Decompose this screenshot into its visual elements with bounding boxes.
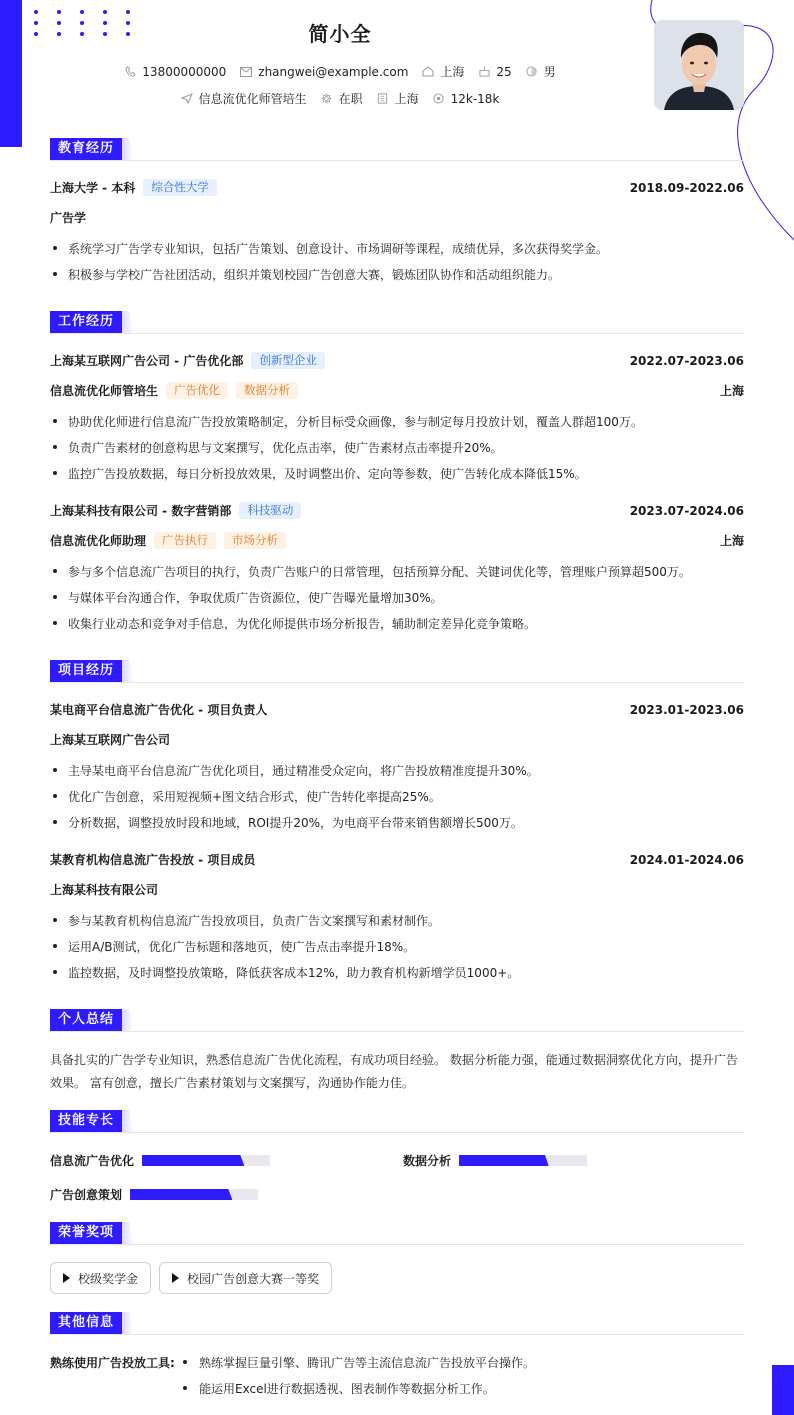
- award-chip: [159, 1262, 332, 1294]
- play-icon: [63, 1273, 70, 1283]
- section-divider: [50, 1244, 744, 1245]
- job-role-row: [50, 532, 744, 549]
- gender-icon: [526, 66, 538, 78]
- school-tag: 综合性大学: [143, 179, 217, 196]
- skill-item: [50, 1186, 258, 1203]
- skill-bar: [130, 1189, 258, 1200]
- project-name: 某教育机构信息流广告投放 - 项目成员: [50, 853, 256, 867]
- job-header: [50, 352, 744, 369]
- job-date: 2023.07-2024.06: [629, 503, 744, 518]
- section-summary: [50, 1009, 744, 1033]
- list-item: 与媒体平台沟通合作，争取优质广告资源位，使广告曝光量增加30%。: [50, 589, 744, 606]
- list-item: 收集行业动态和竞争对手信息，为优化师提供市场分析报告，辅助制定差异化竞争策略。: [50, 615, 744, 632]
- list-item: 熟练掌握巨量引擎、腾讯广告等主流信息流广告投放平台操作。: [183, 1354, 535, 1371]
- section-title: 教育经历: [50, 138, 122, 160]
- money-icon: [433, 93, 445, 105]
- skill-bar-fill: [142, 1155, 244, 1166]
- summary-text: 具备扎实的广告学专业知识，熟悉信息流广告优化流程，有成功项目经验。 数据分析能力强，能通过数据洞察优化方向，提升广告效果。 富有创意，擅长广告素材策划与文案撰写，沟通协作能力佳。: [50, 1053, 738, 1090]
- list-item: 参与多个信息流广告项目的执行，负责广告账户的日常管理，包括预算分配、关键词优化等，管理账户预算超500万。: [50, 563, 744, 580]
- building-icon: [377, 93, 389, 105]
- section-work: [50, 311, 744, 335]
- list-item: 协助优化师进行信息流广告投放策略制定，分析目标受众画像，参与制定每月投放计划，覆盖人群超100万。: [50, 413, 744, 430]
- age-text: 25: [496, 64, 512, 79]
- section-tail: [122, 311, 134, 333]
- role-tag: 数据分析: [236, 382, 298, 399]
- list-item: 参与某教育机构信息流广告投放项目，负责广告文案撰写和素材制作。: [50, 912, 744, 929]
- phone-text: 13800000000: [142, 64, 227, 79]
- section-title: 其他信息: [50, 1312, 122, 1334]
- project-org: 上海某互联网广告公司: [50, 733, 171, 747]
- salary-item: [433, 92, 500, 106]
- section-skills: [50, 1110, 744, 1134]
- job-location: 上海: [719, 534, 744, 548]
- email-text: zhangwei@example.com: [258, 64, 409, 79]
- section-title: 个人总结: [50, 1009, 122, 1031]
- job-role-row: [50, 382, 744, 399]
- phone-item: [124, 65, 226, 79]
- section-divider: [50, 1031, 744, 1032]
- age-icon: [478, 66, 490, 78]
- section-tail: [122, 1110, 134, 1132]
- project-org-row: [50, 881, 744, 898]
- email-item: [240, 65, 408, 79]
- section-title: 工作经历: [50, 311, 122, 333]
- company-name: 上海某互联网广告公司 - 广告优化部: [50, 354, 244, 368]
- target-city-text: 上海: [394, 92, 419, 106]
- city-item: [422, 63, 464, 80]
- skill-name: 信息流广告优化: [50, 1154, 135, 1168]
- section-tail: [122, 660, 134, 682]
- section-tail: [122, 1009, 134, 1031]
- job-header: [50, 502, 744, 519]
- section-tail: [122, 1312, 134, 1334]
- list-item: 监控广告投放数据，每日分析投放效果，及时调整出价、定向等参数，使广告转化成本降低15%。: [50, 465, 744, 482]
- role-tag: 广告执行: [154, 532, 216, 549]
- project-name: 某电商平台信息流广告优化 - 项目负责人: [50, 703, 268, 717]
- phone-icon: [124, 66, 136, 78]
- gear-icon: [321, 93, 333, 105]
- salary-text: 12k-18k: [450, 91, 500, 106]
- list-item: 系统学习广告学专业知识，包括广告策划、创意设计、市场调研等课程，成绩优异，多次获得奖学金。: [50, 240, 744, 257]
- company-tag: 科技驱动: [239, 502, 301, 519]
- job-intent-row: [0, 90, 680, 107]
- project-org: 上海某科技有限公司: [50, 883, 159, 897]
- age-item: [478, 65, 511, 79]
- project-header: [50, 851, 744, 868]
- target-city-item: [377, 90, 419, 107]
- award-label: 校级奖学金: [78, 1271, 139, 1286]
- list-item: 运用A/B测试，优化广告标题和落地页，使广告点击率提升18%。: [50, 938, 744, 955]
- education-row: [50, 179, 744, 196]
- list-item: 负责广告素材的创意构思与文案撰写，优化点击率，使广告素材点击率提升20%。: [50, 439, 744, 456]
- award-label: 校园广告创意大赛一等奖: [187, 1271, 320, 1286]
- project-org-row: [50, 731, 744, 748]
- section-title: 项目经历: [50, 660, 122, 682]
- decor-bottom-right-bar: [772, 1365, 794, 1415]
- position-item: [181, 90, 307, 107]
- contact-row: [0, 63, 680, 80]
- company-name: 上海某科技有限公司 - 数字营销部: [50, 504, 232, 518]
- role-tag: 市场分析: [224, 532, 286, 549]
- skill-item: [50, 1152, 270, 1169]
- section-divider: [50, 333, 744, 334]
- section-projects: [50, 660, 744, 684]
- job-role: 信息流优化师助理: [50, 534, 147, 548]
- candidate-name: 简小全: [308, 22, 372, 46]
- skill-name: 数据分析: [403, 1154, 452, 1168]
- role-tag: 广告优化: [166, 382, 228, 399]
- job-role: 信息流优化师管培生: [50, 384, 159, 398]
- job-date: 2022.07-2023.06: [629, 353, 744, 368]
- position-text: 信息流优化师管培生: [198, 92, 307, 106]
- gender-item: [526, 63, 556, 80]
- list-item: 能运用Excel进行数据透视、图表制作等数据分析工作。: [183, 1380, 495, 1397]
- section-tail: [122, 138, 134, 160]
- major-row: [50, 209, 744, 226]
- section-education: [50, 138, 744, 162]
- section-title: 技能专长: [50, 1110, 122, 1132]
- mail-icon: [240, 66, 252, 78]
- list-item: 分析数据，调整投放时段和地域，ROI提升20%，为电商平台带来销售额增长500万。: [50, 814, 744, 831]
- section-divider: [50, 160, 744, 161]
- skill-name: 广告创意策划: [50, 1188, 123, 1202]
- skill-bar: [142, 1155, 270, 1166]
- skill-item: [403, 1152, 587, 1169]
- list-item: 积极参与学校广告社团活动，组织并策划校园广告创意大赛，锻炼团队协作和活动组织能力。: [50, 266, 744, 283]
- play-icon: [172, 1273, 179, 1283]
- major: 广告学: [50, 211, 87, 225]
- job-location: 上海: [719, 384, 744, 398]
- company-tag: 创新型企业: [251, 352, 325, 369]
- status-item: [321, 90, 363, 107]
- section-divider: [50, 682, 744, 683]
- section-divider: [50, 1132, 744, 1133]
- other-label: 熟练使用广告投放工具:: [50, 1356, 175, 1370]
- list-item: 主导某电商平台信息流广告优化项目，通过精准受众定向，将广告投放精准度提升30%。: [50, 762, 744, 779]
- project-date: 2024.01-2024.06: [629, 852, 744, 867]
- section-other: [50, 1312, 744, 1336]
- section-divider: [50, 1334, 744, 1335]
- list-item: 优化广告创意，采用短视频+图文结合形式，使广告转化率提高25%。: [50, 788, 744, 805]
- section-tail: [122, 1222, 134, 1244]
- skill-bar-fill: [130, 1189, 232, 1200]
- skill-bar: [459, 1155, 587, 1166]
- project-date: 2023.01-2023.06: [629, 702, 744, 717]
- gender-text: 男: [543, 65, 556, 79]
- list-item: 监控数据，及时调整投放策略，降低获客成本12%，助力教育机构新增学员1000+。: [50, 964, 744, 981]
- education-date: 2018.09-2022.06: [629, 180, 744, 195]
- status-text: 在职: [338, 92, 363, 106]
- section-title: 荣誉奖项: [50, 1222, 122, 1244]
- skill-bar-fill: [459, 1155, 549, 1166]
- section-awards: [50, 1222, 744, 1246]
- profile-photo: [654, 20, 744, 110]
- city-text: 上海: [440, 65, 465, 79]
- send-icon: [181, 93, 193, 105]
- school-name: 上海大学 - 本科: [50, 181, 136, 195]
- resume-header: [0, 0, 794, 120]
- award-chip: [50, 1262, 151, 1294]
- project-header: [50, 701, 744, 718]
- home-icon: [422, 66, 434, 78]
